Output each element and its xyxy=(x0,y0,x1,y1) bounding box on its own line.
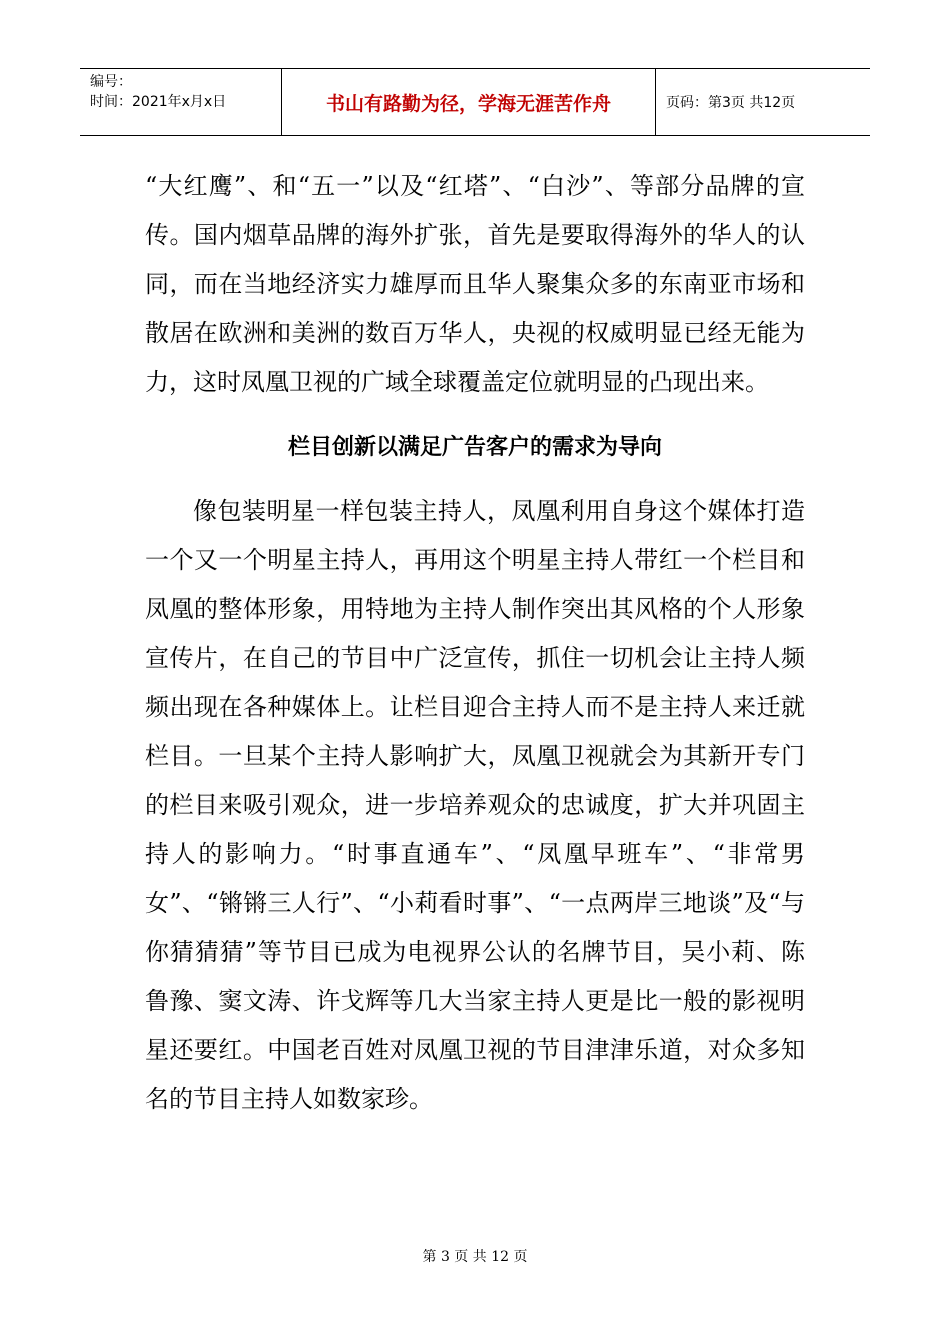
section-title: 栏目创新以满足广告客户的需求为导向 xyxy=(287,434,662,460)
page-header xyxy=(80,68,870,136)
header-meta xyxy=(80,69,282,135)
document-time: 时间：2021年x月x日 xyxy=(90,94,227,110)
paragraph-host-branding: 像包装明星一样包装主持人，凤凰利用自身这个媒体打造一个又一个明星主持人，再用这个明星主持人带红一个栏目和凤凰的整体形象，用特地为主持人制作突出其风格的个人形象宣传片，在自己的节目中广泛宣传，抓住一切机会让主持人频频出现在各种媒体上。让栏目迎合主持人而不是主持人来迁就栏目。一旦某个主持人影响扩大，凤凰卫视就会为其新开专门的栏目来吸引观众，进一步培养观众的忠诚度，扩大并巩固主持人的影响力。“时事直通车”、“凤凰早班车”、“非常男女”、“锵锵三人行”、“小莉看时事”、“一点两岸三地谈”及“与你猜猜猜”等节目已成为电视界公认的名牌节目，吴小莉、陈鲁豫、窦文涛、许戈辉等几大当家主持人更是比一般的影视明星还要红。中国老百姓对凤凰卫视的节目津津乐道，对众多知名的节目主持人如数家珍。 xyxy=(145,497,805,1113)
paragraph-continuation: “大红鹰”、和“五一”以及“红塔”、“白沙”、等部分品牌的宣传。国内烟草品牌的海外扩张，首先是要取得海外的华人的认同，而在当地经济实力雄厚而且华人聚集众多的东南亚市场和散居在欧洲和美洲的数百万华人，央视的权威明显已经无能为力，这时凤凰卫视的广域全球覆盖定位就明显的凸现出来。 xyxy=(145,172,805,396)
page-footer: 第 3 页 共 12 页 xyxy=(422,1249,528,1265)
header-motto: 书山有路勤为径，学海无涯苦作舟 xyxy=(282,69,656,135)
document-body xyxy=(145,162,805,1124)
header-page-info: 页码：第3页 共12页 xyxy=(666,95,796,111)
document-number-label: 编号： xyxy=(90,74,132,90)
